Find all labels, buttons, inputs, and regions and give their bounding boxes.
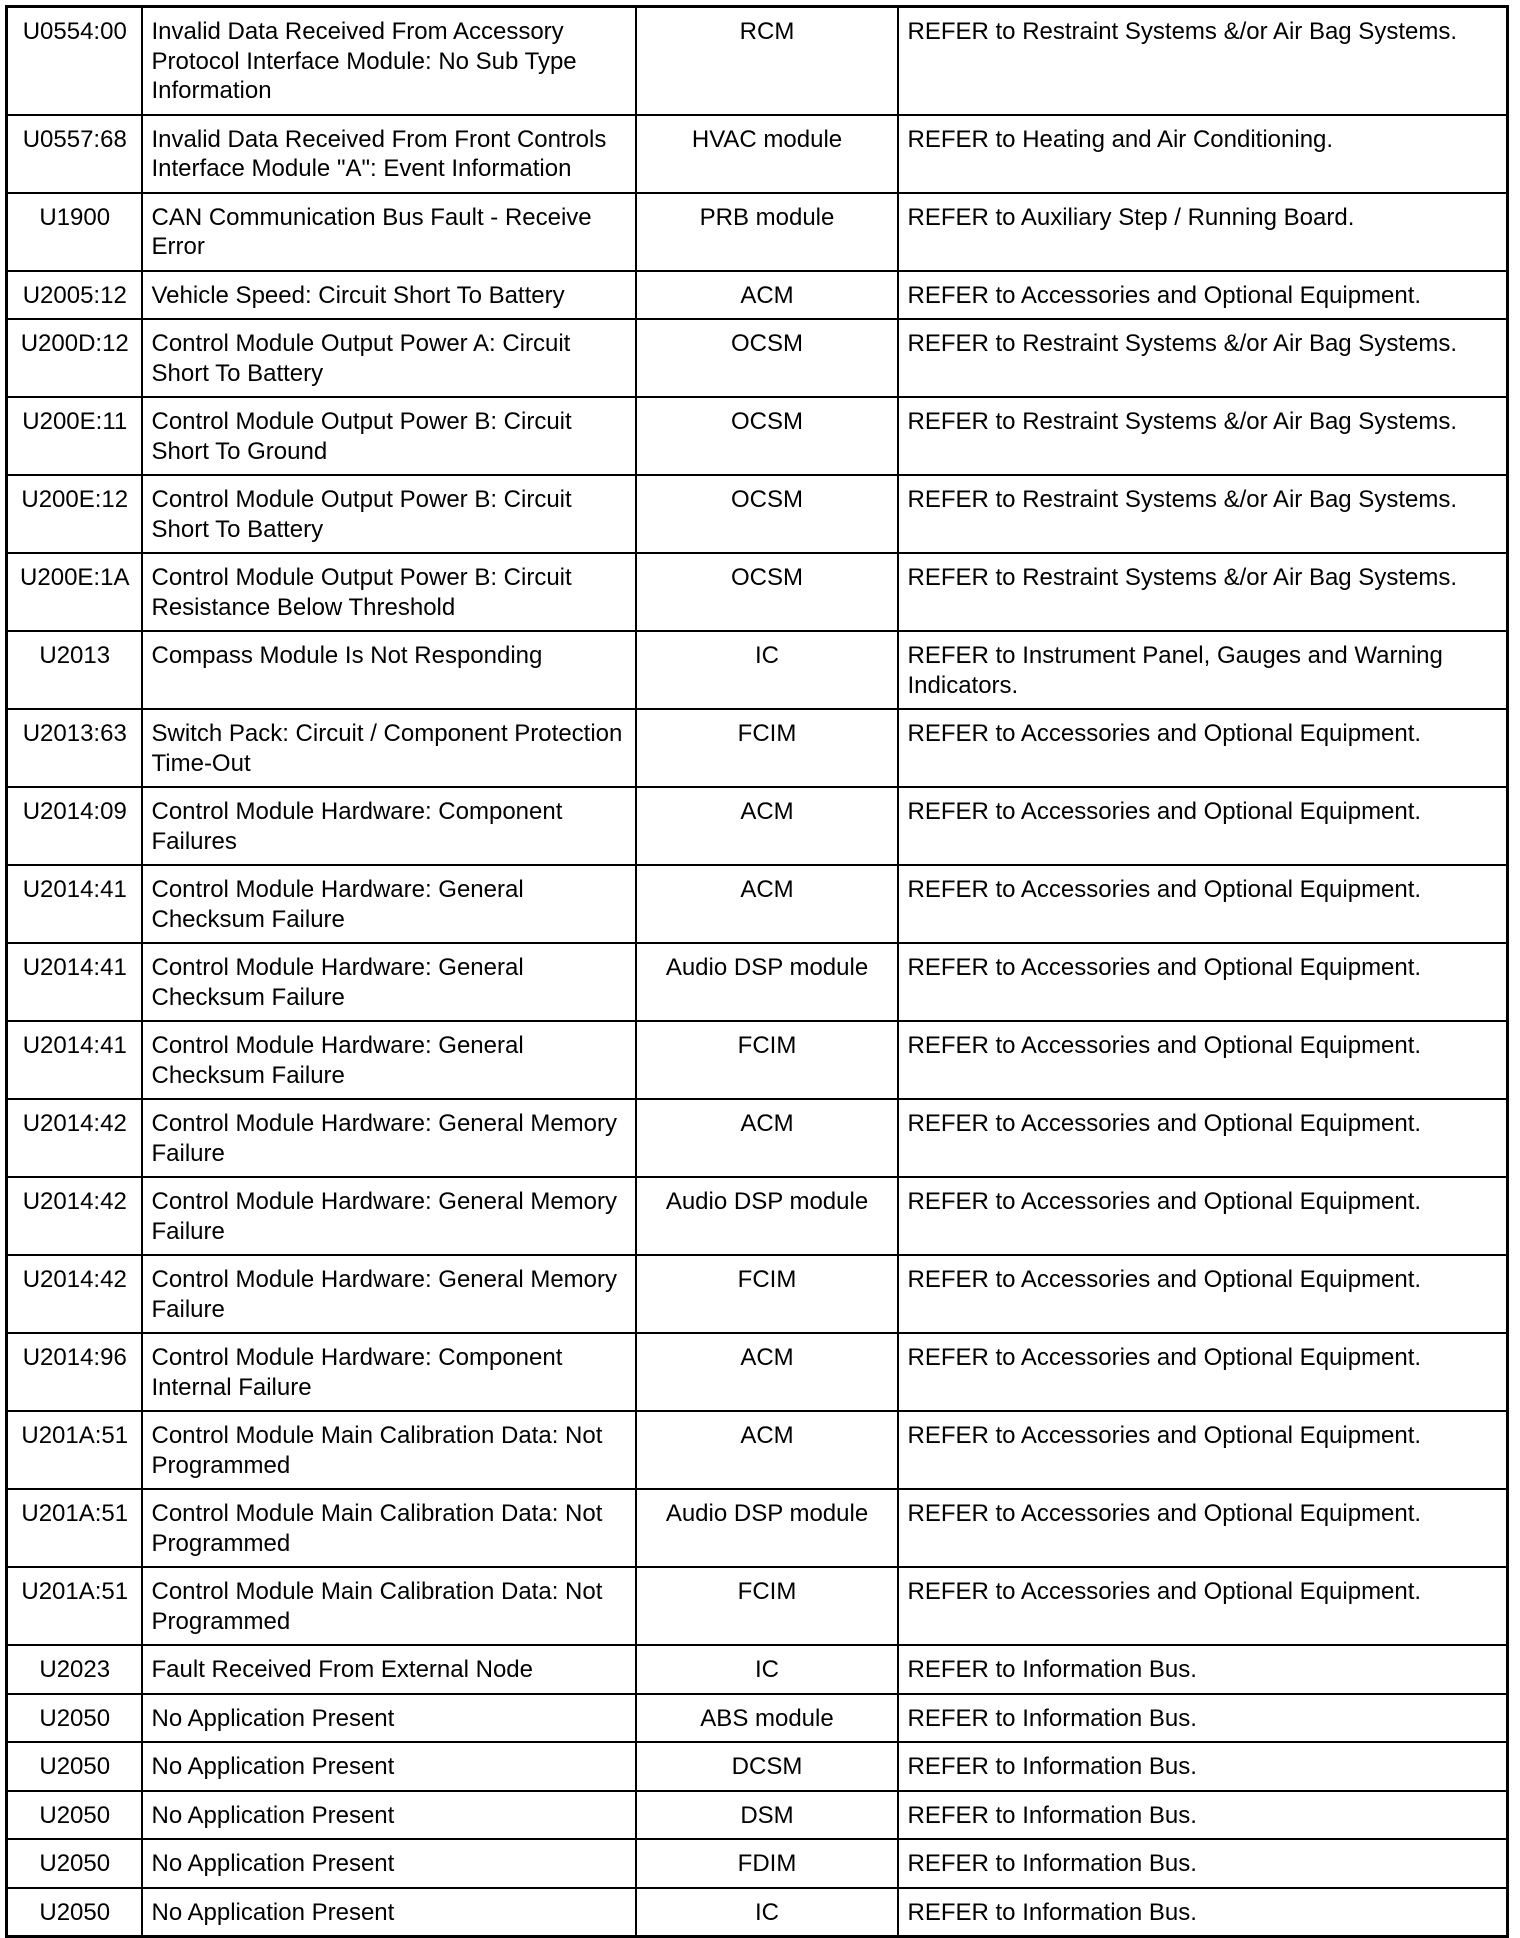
table-row xyxy=(7,1888,1508,1937)
dtc-table-body xyxy=(7,7,1508,1937)
table-row xyxy=(7,865,1508,943)
dtc-module-cell: OCSM xyxy=(636,553,898,631)
dtc-code-cell: U0554:00 xyxy=(7,7,142,115)
dtc-code-cell: U201A:51 xyxy=(7,1411,142,1489)
dtc-action-cell: REFER to Accessories and Optional Equipment. xyxy=(898,1489,1508,1567)
dtc-action-cell: REFER to Heating and Air Conditioning. xyxy=(898,115,1508,193)
dtc-module-cell: IC xyxy=(636,1888,898,1937)
dtc-action-cell: REFER to Accessories and Optional Equipment. xyxy=(898,787,1508,865)
dtc-action-cell: REFER to Accessories and Optional Equipment. xyxy=(898,1099,1508,1177)
dtc-module-cell: OCSM xyxy=(636,319,898,397)
dtc-description-cell: Control Module Output Power A: Circuit Short To Battery xyxy=(142,319,636,397)
dtc-code-cell: U201A:51 xyxy=(7,1567,142,1645)
dtc-module-cell: ACM xyxy=(636,271,898,320)
dtc-action-cell: REFER to Accessories and Optional Equipment. xyxy=(898,1567,1508,1645)
dtc-code-cell: U200D:12 xyxy=(7,319,142,397)
table-row xyxy=(7,709,1508,787)
table-row xyxy=(7,193,1508,271)
dtc-description-cell: Control Module Main Calibration Data: Not Programmed xyxy=(142,1489,636,1567)
dtc-module-cell: PRB module xyxy=(636,193,898,271)
dtc-module-cell: ACM xyxy=(636,1333,898,1411)
dtc-action-cell: REFER to Information Bus. xyxy=(898,1694,1508,1743)
dtc-code-cell: U2005:12 xyxy=(7,271,142,320)
dtc-code-cell: U2014:96 xyxy=(7,1333,142,1411)
dtc-module-cell: FDIM xyxy=(636,1839,898,1888)
dtc-code-cell: U2014:42 xyxy=(7,1177,142,1255)
dtc-module-cell: Audio DSP module xyxy=(636,1489,898,1567)
dtc-description-cell: Control Module Hardware: General Checksum Failure xyxy=(142,943,636,1021)
dtc-description-cell: Control Module Main Calibration Data: Not Programmed xyxy=(142,1567,636,1645)
dtc-code-cell: U2014:42 xyxy=(7,1099,142,1177)
dtc-module-cell: ACM xyxy=(636,1099,898,1177)
dtc-description-cell: Control Module Output Power B: Circuit Short To Ground xyxy=(142,397,636,475)
dtc-description-cell: Control Module Main Calibration Data: Not Programmed xyxy=(142,1411,636,1489)
table-row xyxy=(7,787,1508,865)
table-row xyxy=(7,397,1508,475)
dtc-module-cell: FCIM xyxy=(636,1255,898,1333)
dtc-action-cell: REFER to Information Bus. xyxy=(898,1791,1508,1840)
dtc-code-cell: U2014:41 xyxy=(7,943,142,1021)
dtc-action-cell: REFER to Accessories and Optional Equipment. xyxy=(898,1255,1508,1333)
table-row xyxy=(7,475,1508,553)
dtc-description-cell: CAN Communication Bus Fault - Receive Error xyxy=(142,193,636,271)
dtc-code-cell: U200E:11 xyxy=(7,397,142,475)
dtc-description-cell: Fault Received From External Node xyxy=(142,1645,636,1694)
dtc-module-cell: IC xyxy=(636,631,898,709)
dtc-action-cell: REFER to Information Bus. xyxy=(898,1645,1508,1694)
dtc-module-cell: FCIM xyxy=(636,1567,898,1645)
table-row xyxy=(7,1411,1508,1489)
dtc-code-cell: U2050 xyxy=(7,1694,142,1743)
dtc-action-cell: REFER to Restraint Systems &/or Air Bag Systems. xyxy=(898,397,1508,475)
table-row xyxy=(7,1177,1508,1255)
dtc-action-cell: REFER to Restraint Systems &/or Air Bag Systems. xyxy=(898,319,1508,397)
dtc-action-cell: REFER to Information Bus. xyxy=(898,1888,1508,1937)
dtc-module-cell: FCIM xyxy=(636,1021,898,1099)
dtc-module-cell: ACM xyxy=(636,1411,898,1489)
table-row xyxy=(7,1645,1508,1694)
table-row xyxy=(7,1021,1508,1099)
dtc-description-cell: No Application Present xyxy=(142,1888,636,1937)
table-row xyxy=(7,7,1508,115)
dtc-code-cell: U2014:09 xyxy=(7,787,142,865)
table-row xyxy=(7,1333,1508,1411)
dtc-action-cell: REFER to Auxiliary Step / Running Board. xyxy=(898,193,1508,271)
dtc-action-cell: REFER to Accessories and Optional Equipment. xyxy=(898,1177,1508,1255)
dtc-description-cell: Invalid Data Received From Front Controls Interface Module "A": Event Information xyxy=(142,115,636,193)
table-row xyxy=(7,1791,1508,1840)
dtc-description-cell: No Application Present xyxy=(142,1742,636,1791)
dtc-table xyxy=(5,5,1509,1938)
dtc-code-cell: U200E:12 xyxy=(7,475,142,553)
dtc-module-cell: OCSM xyxy=(636,397,898,475)
table-row xyxy=(7,271,1508,320)
dtc-code-cell: U2050 xyxy=(7,1839,142,1888)
dtc-module-cell: Audio DSP module xyxy=(636,1177,898,1255)
dtc-description-cell: No Application Present xyxy=(142,1694,636,1743)
dtc-description-cell: Vehicle Speed: Circuit Short To Battery xyxy=(142,271,636,320)
dtc-action-cell: REFER to Accessories and Optional Equipment. xyxy=(898,271,1508,320)
dtc-action-cell: REFER to Instrument Panel, Gauges and Warning Indicators. xyxy=(898,631,1508,709)
dtc-description-cell: Invalid Data Received From Accessory Protocol Interface Module: No Sub Type Information xyxy=(142,7,636,115)
dtc-description-cell: No Application Present xyxy=(142,1791,636,1840)
table-row xyxy=(7,1567,1508,1645)
dtc-module-cell: RCM xyxy=(636,7,898,115)
dtc-code-cell: U201A:51 xyxy=(7,1489,142,1567)
table-row xyxy=(7,115,1508,193)
dtc-action-cell: REFER to Accessories and Optional Equipment. xyxy=(898,1411,1508,1489)
dtc-action-cell: REFER to Accessories and Optional Equipment. xyxy=(898,709,1508,787)
dtc-action-cell: REFER to Restraint Systems &/or Air Bag Systems. xyxy=(898,7,1508,115)
dtc-description-cell: Control Module Hardware: Component Failures xyxy=(142,787,636,865)
dtc-code-cell: U2013 xyxy=(7,631,142,709)
dtc-module-cell: HVAC module xyxy=(636,115,898,193)
dtc-module-cell: IC xyxy=(636,1645,898,1694)
table-row xyxy=(7,1255,1508,1333)
dtc-description-cell: Control Module Output Power B: Circuit Short To Battery xyxy=(142,475,636,553)
dtc-module-cell: Audio DSP module xyxy=(636,943,898,1021)
dtc-description-cell: Control Module Hardware: General Checksum Failure xyxy=(142,865,636,943)
dtc-code-cell: U2050 xyxy=(7,1742,142,1791)
dtc-code-cell: U2050 xyxy=(7,1791,142,1840)
dtc-action-cell: REFER to Information Bus. xyxy=(898,1839,1508,1888)
dtc-module-cell: ACM xyxy=(636,865,898,943)
dtc-code-cell: U1900 xyxy=(7,193,142,271)
dtc-code-cell: U200E:1A xyxy=(7,553,142,631)
dtc-module-cell: ACM xyxy=(636,787,898,865)
dtc-description-cell: Control Module Hardware: General Memory Failure xyxy=(142,1177,636,1255)
dtc-action-cell: REFER to Accessories and Optional Equipment. xyxy=(898,865,1508,943)
dtc-action-cell: REFER to Accessories and Optional Equipment. xyxy=(898,943,1508,1021)
table-row xyxy=(7,553,1508,631)
dtc-description-cell: Compass Module Is Not Responding xyxy=(142,631,636,709)
dtc-action-cell: REFER to Restraint Systems &/or Air Bag Systems. xyxy=(898,475,1508,553)
table-row xyxy=(7,1839,1508,1888)
table-row xyxy=(7,1694,1508,1743)
dtc-description-cell: Switch Pack: Circuit / Component Protection Time-Out xyxy=(142,709,636,787)
dtc-module-cell: OCSM xyxy=(636,475,898,553)
dtc-code-cell: U2013:63 xyxy=(7,709,142,787)
dtc-module-cell: DCSM xyxy=(636,1742,898,1791)
dtc-description-cell: Control Module Output Power B: Circuit Resistance Below Threshold xyxy=(142,553,636,631)
dtc-module-cell: FCIM xyxy=(636,709,898,787)
dtc-action-cell: REFER to Accessories and Optional Equipment. xyxy=(898,1333,1508,1411)
dtc-code-cell: U2014:41 xyxy=(7,1021,142,1099)
table-row xyxy=(7,319,1508,397)
table-row xyxy=(7,1489,1508,1567)
dtc-description-cell: Control Module Hardware: General Memory Failure xyxy=(142,1099,636,1177)
table-row xyxy=(7,943,1508,1021)
dtc-description-cell: Control Module Hardware: Component Internal Failure xyxy=(142,1333,636,1411)
dtc-description-cell: Control Module Hardware: General Memory Failure xyxy=(142,1255,636,1333)
table-row xyxy=(7,1742,1508,1791)
dtc-action-cell: REFER to Information Bus. xyxy=(898,1742,1508,1791)
dtc-action-cell: REFER to Restraint Systems &/or Air Bag Systems. xyxy=(898,553,1508,631)
dtc-code-cell: U2050 xyxy=(7,1888,142,1937)
dtc-description-cell: No Application Present xyxy=(142,1839,636,1888)
dtc-code-cell: U2023 xyxy=(7,1645,142,1694)
dtc-code-cell: U2014:41 xyxy=(7,865,142,943)
dtc-module-cell: DSM xyxy=(636,1791,898,1840)
dtc-code-cell: U2014:42 xyxy=(7,1255,142,1333)
dtc-module-cell: ABS module xyxy=(636,1694,898,1743)
dtc-action-cell: REFER to Accessories and Optional Equipment. xyxy=(898,1021,1508,1099)
dtc-code-cell: U0557:68 xyxy=(7,115,142,193)
table-row xyxy=(7,631,1508,709)
dtc-description-cell: Control Module Hardware: General Checksum Failure xyxy=(142,1021,636,1099)
table-row xyxy=(7,1099,1508,1177)
